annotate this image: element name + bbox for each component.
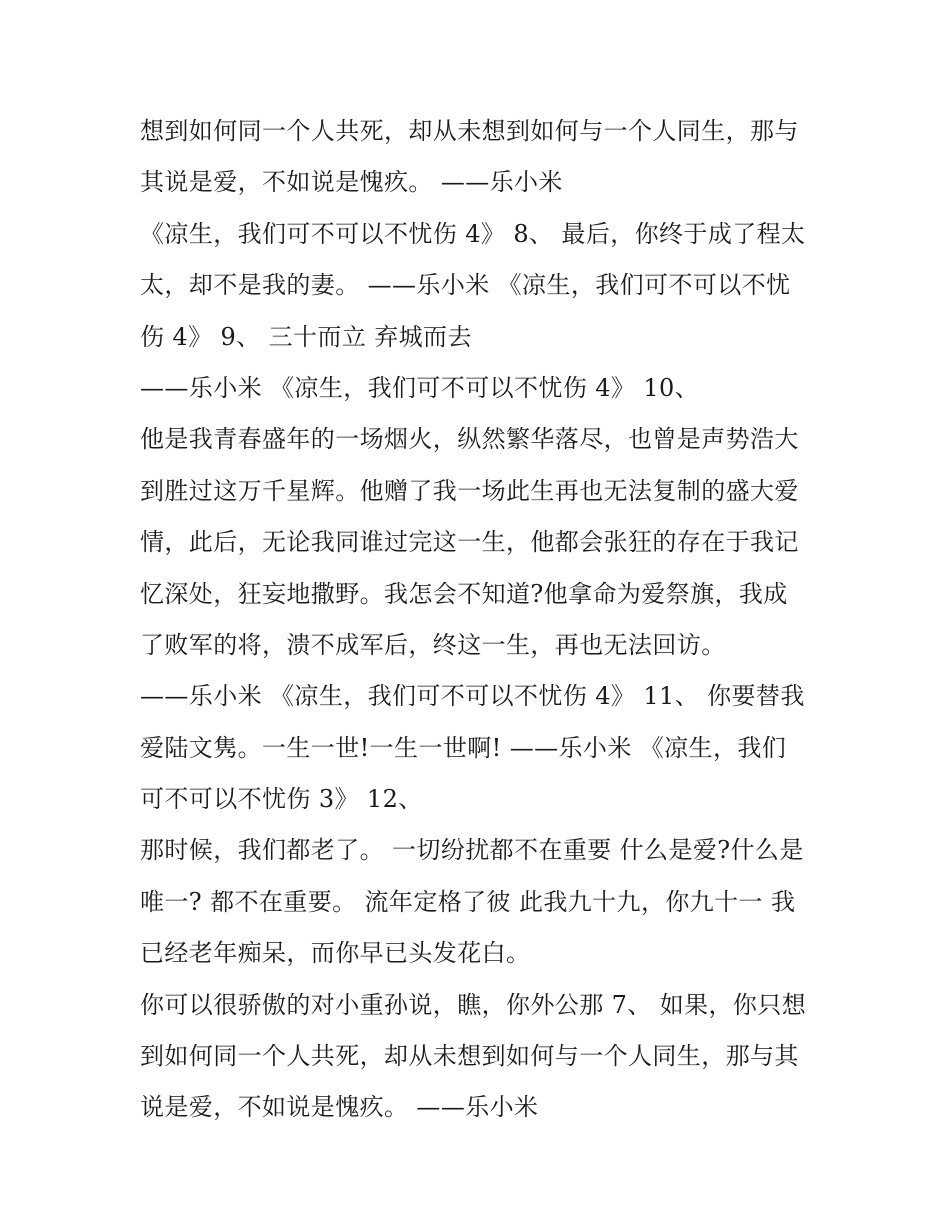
- text-line: 唯一? 都不在重要。 流年定格了彼 此我九十九，你九十一 我: [140, 887, 796, 916]
- text-line: 那时候，我们都老了。 一切纷扰都不在重要 什么是爱?什么是: [140, 836, 804, 865]
- text-line: 《凉生，我们可不可以不忧伤 4》 8、 最后，你终于成了程太: [140, 219, 806, 248]
- text-line: 其说是爱，不如说是愧疚。 ——乐小米: [140, 168, 563, 197]
- text-line: 爱陆文隽。一生一世!一生一世啊! ——乐小米 《凉生，我们: [140, 733, 787, 762]
- text-line: 忆深处，狂妄地撒野。我怎会不知道?他拿命为爱祭旗，我成: [140, 579, 788, 608]
- text-line: 伤 4》 9、 三十而立 弃城而去: [140, 322, 472, 351]
- text-line: 太，却不是我的妻。 ——乐小米 《凉生，我们可不可以不忧: [140, 271, 791, 300]
- text-line: 到胜过这万千星辉。他赠了我一场此生再也无法复制的盛大爱: [140, 476, 799, 505]
- body-text: [140, 106, 830, 1134]
- text-line: 情，此后，无论我同谁过完这一生，他都会张狂的存在于我记: [140, 528, 799, 557]
- text-line: 想到如何同一个人共死，却从未想到如何与一个人同生，那与: [140, 117, 799, 145]
- text-line: ——乐小米 《凉生，我们可不可以不忧伤 4》 11、 你要替我: [140, 682, 805, 711]
- text-line: 可不可以不忧伤 3》 12、: [140, 785, 423, 814]
- text-line: 了败军的将，溃不成军后，终这一生，再也无法回访。: [140, 630, 726, 659]
- text-line: 到如何同一个人共死，却从未想到如何与一个人同生，那与其: [140, 1042, 799, 1071]
- text-line: 说是爱，不如说是愧疚。 ——乐小米: [140, 1093, 539, 1122]
- text-line: 他是我青春盛年的一场烟火，纵然繁华落尽，也曾是声势浩大: [140, 425, 799, 454]
- text-line: 已经老年痴呆，而你早已头发花白。: [140, 939, 531, 968]
- text-line: ——乐小米 《凉生，我们可不可以不忧伤 4》 10、: [140, 373, 700, 402]
- text-line: 你可以很骄傲的对小重孙说，瞧，你外公那 7、 如果，你只想: [140, 990, 807, 1019]
